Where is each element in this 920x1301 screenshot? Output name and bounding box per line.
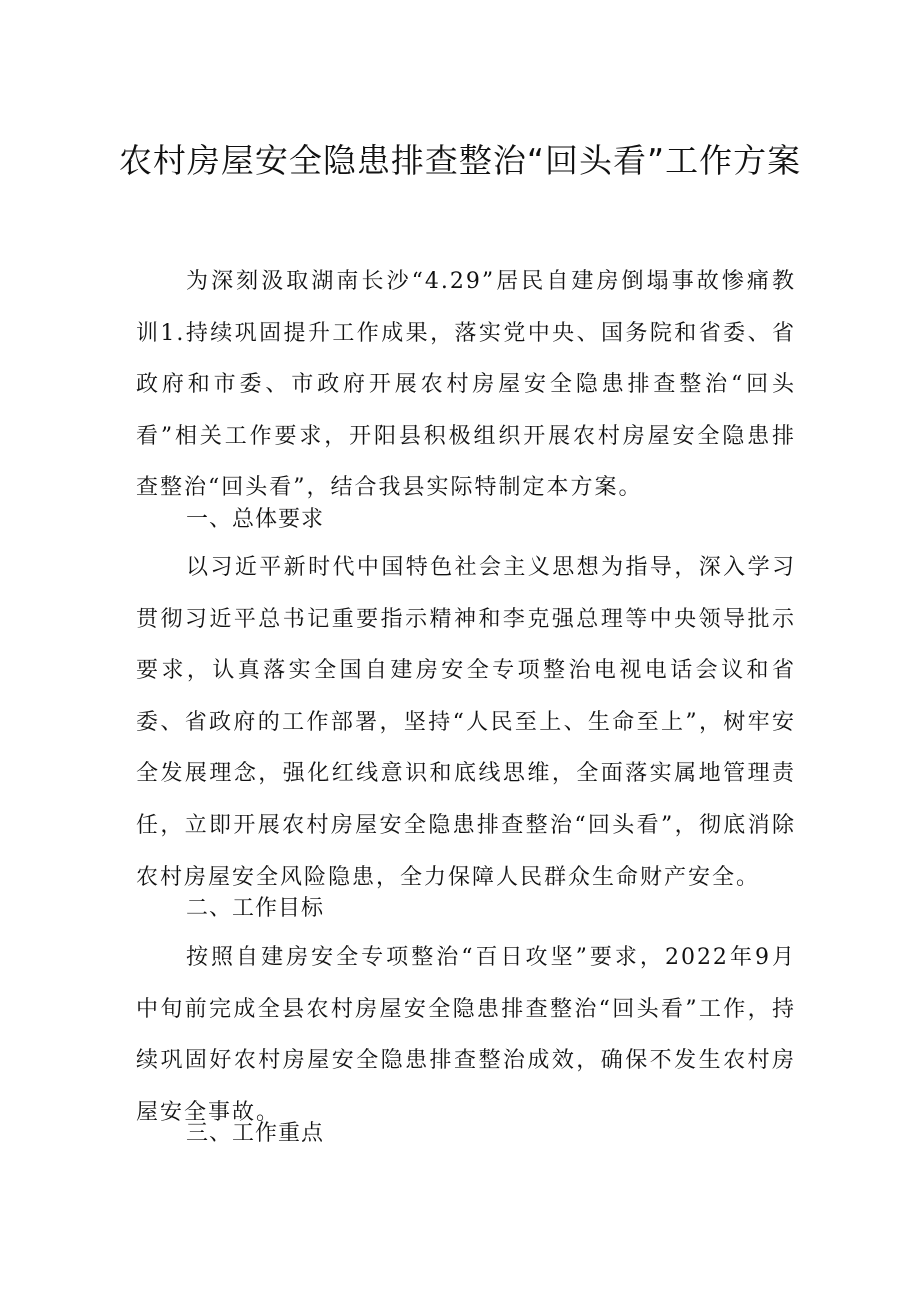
document-title: 农村房屋安全隐患排查整治“回头看”工作方案 — [118, 141, 802, 180]
intro-paragraph: 为深刻汲取湖南长沙“4.29”居民自建房倒塌事故惨痛教训1.持续巩固提升工作成果，落实党中央、国务院和省委、省政府和市委、市政府开展农村房屋安全隐患排查整治“回头看”相关工作要求，开阳县积极组织开展农村房屋安全隐患排查整治“回头看”，结合我县实际特制定本方案。 — [136, 269, 796, 501]
section-body-general-requirements: 以习近平新时代中国特色社会主义思想为指导，深入学习贯彻习近平总书记重要指示精神和李克强总理等中央领导批示要求，认真落实全国自建房安全专项整治电视电话会议和省委、省政府的工作部署，坚持“人民至上、生命至上”，树牢安全发展理念，强化红线意识和底线思维，全面落实属地管理责任，立即开展农村房屋安全隐患排查整治“回头看”，彻底消除农村房屋安全风险隐患，全力保障人民群众生命财产安全。 — [136, 555, 796, 890]
section-body-work-goals: 按照自建房安全专项整治“百日攻坚”要求，2022年9月中旬前完成全县农村房屋安全隐患排查整治“回头看”工作，持续巩固好农村房屋安全隐患排查整治成效，确保不发生农村房屋安全事故。 — [136, 945, 796, 1125]
section-heading-work-goals: 二、工作目标 — [186, 896, 325, 921]
section-heading-work-focus: 三、工作重点 — [186, 1121, 325, 1146]
section-heading-general-requirements: 一、总体要求 — [186, 507, 325, 532]
